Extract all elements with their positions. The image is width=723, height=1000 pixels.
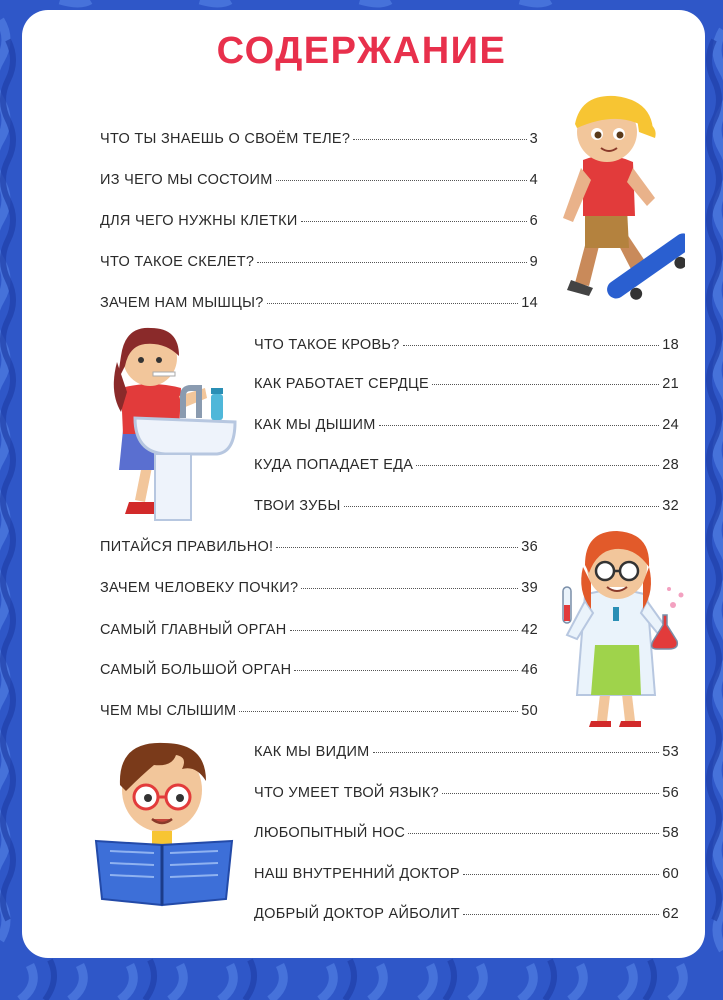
- toc-label: НАШ ВНУТРЕННИЙ ДОКТОР: [254, 866, 460, 882]
- dot-leader: [267, 303, 519, 304]
- toc-entry: [254, 785, 679, 807]
- toc-page-number: 56: [662, 785, 679, 801]
- toc-page-number: 42: [521, 622, 538, 638]
- toc-label: ЧТО УМЕЕТ ТВОЙ ЯЗЫК?: [254, 785, 440, 801]
- skateboarder-boy-illustration: [555, 88, 685, 313]
- reading-boy-illustration: [92, 735, 240, 920]
- dot-leader: [353, 139, 526, 140]
- toc-entry: [100, 295, 538, 317]
- toc-entry: [100, 254, 538, 276]
- toc-page-number: 14: [521, 295, 538, 311]
- toc-label: ЛЮБОПЫТНЫЙ НОС: [254, 825, 406, 841]
- toc-label: ЧТО ТАКОЕ КРОВЬ?: [254, 337, 400, 353]
- toc-label: КАК МЫ ВИДИМ: [254, 744, 370, 760]
- girl-brushing-teeth-illustration: [95, 322, 245, 527]
- toc-page-number: 28: [662, 457, 679, 473]
- toc-page-number: 4: [529, 172, 538, 188]
- page-title: СОДЕРЖАНИЕ: [216, 30, 507, 72]
- dot-leader: [301, 221, 527, 222]
- dot-leader: [463, 874, 659, 875]
- toc-entry: [254, 498, 679, 520]
- toc-label: ЧЕМ МЫ СЛЫШИМ: [100, 703, 237, 719]
- toc-label: ТВОИ ЗУБЫ: [254, 498, 341, 514]
- dot-leader: [276, 180, 527, 181]
- toc-page-number: 36: [521, 539, 538, 555]
- toc-entry: [100, 213, 538, 235]
- dot-leader: [257, 262, 526, 263]
- toc-label: ПИТАЙСЯ ПРАВИЛЬНО!: [100, 539, 274, 555]
- toc-entry: [254, 376, 679, 398]
- toc-label: КАК МЫ ДЫШИМ: [254, 417, 376, 433]
- toc-page-number: 21: [662, 376, 679, 392]
- toc-page-number: 60: [662, 866, 679, 882]
- toc-entry: [100, 539, 538, 561]
- dot-leader: [344, 506, 660, 507]
- toc-entry: [254, 337, 679, 359]
- toc-entry: [100, 580, 538, 602]
- toc-entry: [100, 131, 538, 153]
- toc-page-number: 46: [521, 662, 538, 678]
- dot-leader: [408, 833, 659, 834]
- toc-label: ЧТО ТЫ ЗНАЕШЬ О СВОЁМ ТЕЛЕ?: [100, 131, 351, 147]
- toc-label: КУДА ПОПАДАЕТ ЕДА: [254, 457, 414, 473]
- toc-entry: [254, 417, 679, 439]
- toc-label: ДОБРЫЙ ДОКТОР АЙБОЛИТ: [254, 906, 460, 922]
- toc-entry: [100, 622, 538, 644]
- toc-entry: [254, 457, 679, 479]
- toc-label: ЧТО ТАКОЕ СКЕЛЕТ?: [100, 254, 255, 270]
- toc-page-number: 58: [662, 825, 679, 841]
- dot-leader: [239, 711, 518, 712]
- toc-page-number: 32: [662, 498, 679, 514]
- dot-leader: [276, 547, 518, 548]
- toc-label: САМЫЙ ГЛАВНЫЙ ОРГАН: [100, 622, 287, 638]
- dot-leader: [442, 793, 659, 794]
- dot-leader: [403, 345, 660, 346]
- dot-leader: [379, 425, 660, 426]
- dot-leader: [301, 588, 518, 589]
- toc-page-number: 9: [529, 254, 538, 270]
- toc-entry: [100, 662, 538, 684]
- dot-leader: [416, 465, 659, 466]
- toc-page-number: 62: [662, 906, 679, 922]
- dot-leader: [463, 914, 659, 915]
- toc-page-number: 39: [521, 580, 538, 596]
- dot-leader: [373, 752, 660, 753]
- toc-label: ЗАЧЕМ НАМ МЫШЦЫ?: [100, 295, 264, 311]
- toc-page-number: 3: [529, 131, 538, 147]
- toc-entry: [254, 825, 679, 847]
- scientist-girl-illustration: [555, 525, 690, 730]
- dot-leader: [432, 384, 659, 385]
- toc-page-number: 53: [662, 744, 679, 760]
- toc-label: ЗАЧЕМ ЧЕЛОВЕКУ ПОЧКИ?: [100, 580, 299, 596]
- toc-entry: [254, 906, 679, 928]
- toc-label: САМЫЙ БОЛЬШОЙ ОРГАН: [100, 662, 292, 678]
- toc-entry: [254, 866, 679, 888]
- toc-entry: [254, 744, 679, 766]
- toc-label: КАК РАБОТАЕТ СЕРДЦЕ: [254, 376, 429, 392]
- toc-entry: [100, 172, 538, 194]
- toc-label: ДЛЯ ЧЕГО НУЖНЫ КЛЕТКИ: [100, 213, 298, 229]
- toc-entry: [100, 703, 538, 725]
- toc-page-number: 18: [662, 337, 679, 353]
- dot-leader: [294, 670, 518, 671]
- toc-page-number: 6: [529, 213, 538, 229]
- dot-leader: [290, 630, 519, 631]
- toc-page-number: 24: [662, 417, 679, 433]
- toc-page-number: 50: [521, 703, 538, 719]
- toc-label: ИЗ ЧЕГО МЫ СОСТОИМ: [100, 172, 273, 188]
